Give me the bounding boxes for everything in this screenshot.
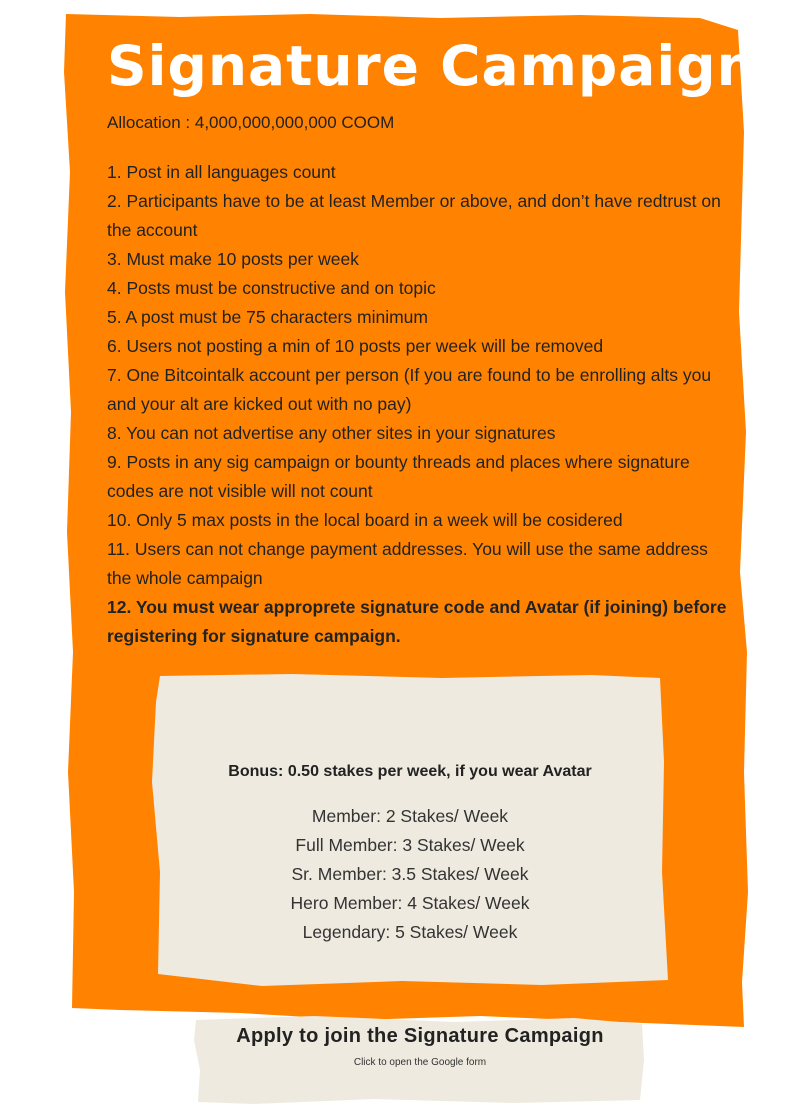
rule-item: 9. Posts in any sig campaign or bounty threads and places where signature codes are not visible will not count xyxy=(107,452,690,501)
allocation-text: Allocation : 4,000,000,000,000 COOM xyxy=(107,113,395,132)
rule-item: 10. Only 5 max posts in the local board in a week will be cosidered xyxy=(107,510,623,530)
stake-level-item: Full Member: 3 Stakes/ Week xyxy=(295,835,525,855)
rule-item: 5. A post must be 75 characters minimum xyxy=(107,307,428,327)
stake-level-item: Hero Member: 4 Stakes/ Week xyxy=(290,893,530,913)
rule-item: 8. You can not advertise any other sites in your signatures xyxy=(107,423,556,443)
page-title: Signature Campaign xyxy=(107,34,757,98)
rule-item-bold: 12. You must wear approprete signature code and Avatar (if joining) before registering for signature campaign. xyxy=(107,597,727,646)
rewards-content xyxy=(160,760,660,947)
rule-item: 4. Posts must be constructive and on topic xyxy=(107,278,436,298)
rule-item: 7. One Bitcointalk account per person (If you are found to be enrolling alts you and your alt are kicked out with no pay) xyxy=(107,365,712,414)
bonus-text: Bonus: 0.50 stakes per week, if you wear Avatar xyxy=(228,763,592,780)
apply-button-label[interactable]: Apply to join the Signature Campaign xyxy=(236,1025,604,1047)
rule-item: 11. Users can not change payment addresses. You will use the same address the whole campaign xyxy=(107,539,708,588)
stake-level-item: Legendary: 5 Stakes/ Week xyxy=(302,922,518,942)
stake-levels-list xyxy=(160,802,660,947)
rule-item: 1. Post in all languages count xyxy=(107,162,336,182)
rule-item: 3. Must make 10 posts per week xyxy=(107,249,359,269)
stake-level-item: Member: 2 Stakes/ Week xyxy=(311,806,509,826)
apply-button-sublabel[interactable]: Click to open the Google form xyxy=(353,1057,487,1068)
rule-item: 6. Users not posting a min of 10 posts per week will be removed xyxy=(107,336,604,356)
rules-list xyxy=(107,158,732,651)
rule-item: 2. Participants have to be at least Member or above, and don’t have redtrust on the account xyxy=(107,191,721,240)
stake-level-item: Sr. Member: 3.5 Stakes/ Week xyxy=(291,864,529,884)
